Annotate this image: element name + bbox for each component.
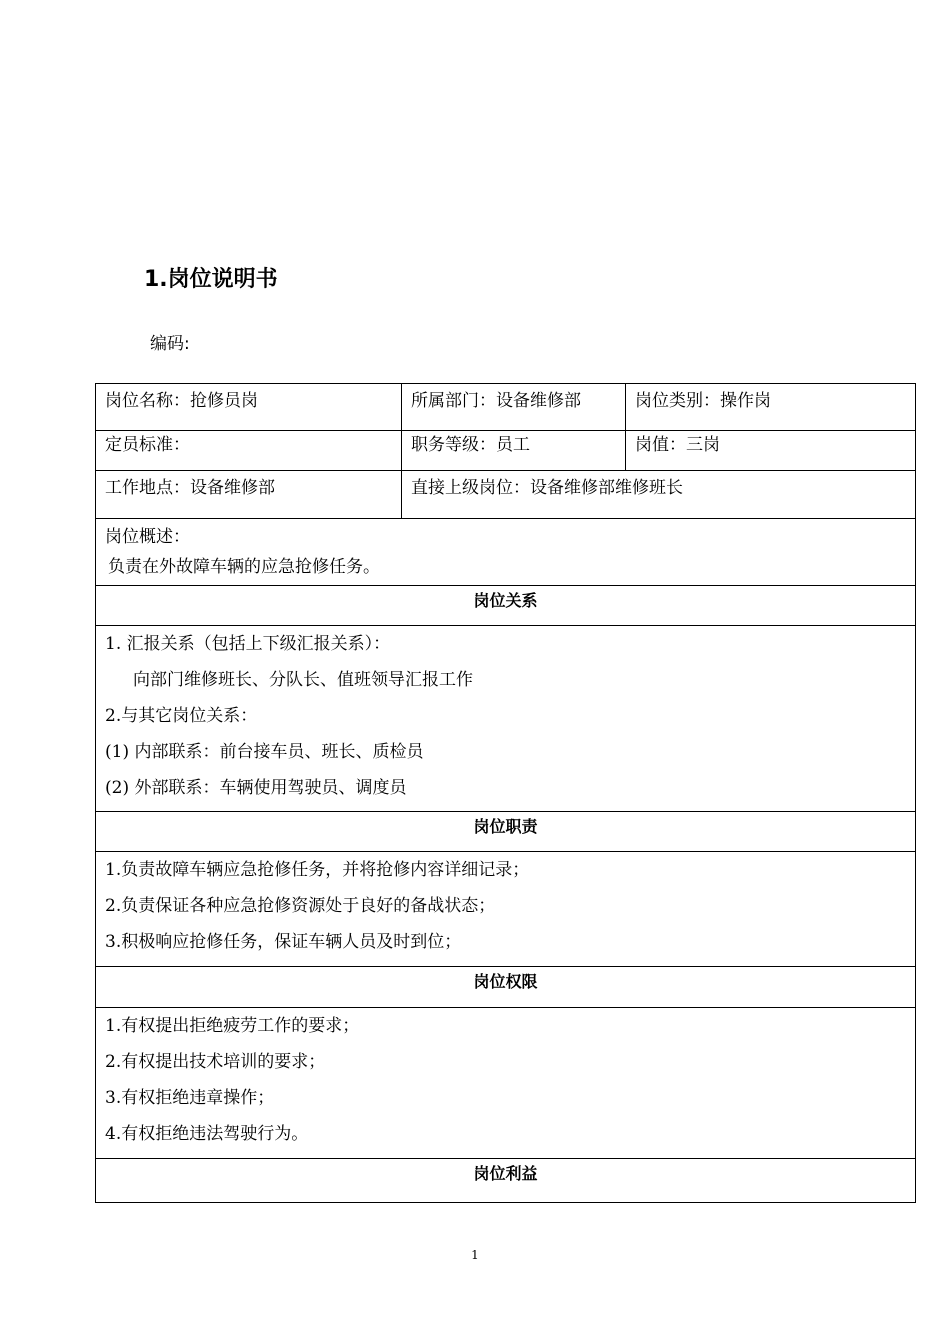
post-value-cell: 岗值：三岗	[626, 431, 916, 471]
duties-row	[96, 852, 916, 967]
overview-cell	[96, 519, 916, 586]
overview-row	[96, 519, 916, 586]
job-description-table	[95, 383, 916, 1203]
overview-label: 岗位概述：	[105, 527, 190, 547]
staffing-cell: 定员标准：	[96, 431, 402, 471]
relations-line: 1. 汇报关系（包括上下级汇报关系）：	[105, 634, 391, 654]
authority-line: 4.有权拒绝违法驾驶行为。	[105, 1124, 309, 1144]
category-cell: 岗位类别：操作岗	[626, 384, 916, 431]
benefits-heading-row	[96, 1159, 916, 1203]
duty-line: 3.积极响应抢修任务，保证车辆人员及时到位；	[105, 932, 462, 952]
duty-line: 2.负责保证各种应急抢修资源处于良好的备战状态；	[105, 896, 496, 916]
supervisor-cell: 直接上级岗位：设备维修部维修班长	[402, 471, 916, 519]
relations-row	[96, 626, 916, 812]
duties-cell	[96, 852, 916, 967]
authority-heading: 岗位权限	[96, 967, 916, 1008]
relations-heading-row	[96, 586, 916, 626]
location-cell: 工作地点：设备维修部	[96, 471, 402, 519]
authority-heading-row	[96, 967, 916, 1008]
relations-heading: 岗位关系	[96, 586, 916, 626]
authority-line: 1.有权提出拒绝疲劳工作的要求；	[105, 1016, 360, 1036]
department-cell: 所属部门：设备维修部	[402, 384, 626, 431]
benefits-heading: 岗位利益	[96, 1159, 916, 1203]
authority-line: 2.有权提出技术培训的要求；	[105, 1052, 326, 1072]
duties-heading-row	[96, 812, 916, 852]
table-row	[96, 431, 916, 471]
document-title: 1.岗位说明书	[144, 267, 278, 292]
authority-cell	[96, 1008, 916, 1159]
table-row	[96, 471, 916, 519]
relations-cell	[96, 626, 916, 812]
relations-line: (2) 外部联系：车辆使用驾驶员、调度员	[105, 778, 407, 798]
grade-cell: 职务等级：员工	[402, 431, 626, 471]
table-row	[96, 384, 916, 431]
page-number: 1	[471, 1248, 479, 1262]
relations-line: 2.与其它岗位关系：	[105, 706, 258, 726]
relations-line: (1) 内部联系：前台接车员、班长、质检员	[105, 742, 424, 762]
code-label: 编码:	[150, 334, 190, 354]
authority-line: 3.有权拒绝违章操作；	[105, 1088, 275, 1108]
authority-row	[96, 1008, 916, 1159]
duty-line: 1.负责故障车辆应急抢修任务，并将抢修内容详细记录；	[105, 860, 530, 880]
relations-line: 向部门维修班长、分队长、值班领导汇报工作	[133, 670, 473, 690]
post-name-cell: 岗位名称：抢修员岗	[96, 384, 402, 431]
overview-text: 负责在外故障车辆的应急抢修任务。	[108, 557, 380, 577]
duties-heading: 岗位职责	[96, 812, 916, 852]
